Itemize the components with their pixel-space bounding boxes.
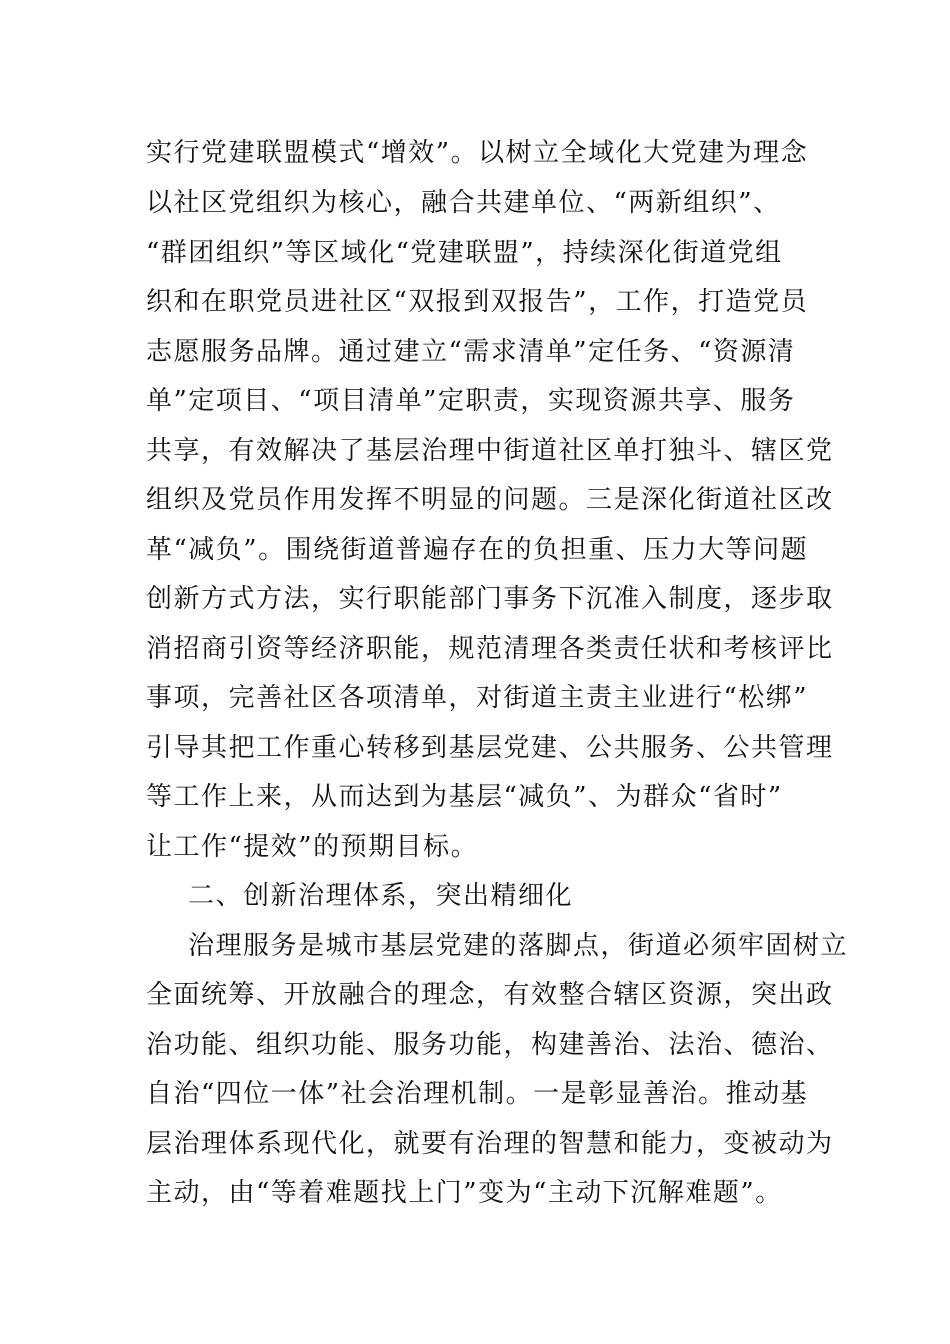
text-line: 自治“四位一体”社会治理机制。一是彰显善治。推动基: [146, 1079, 809, 1109]
text-line: “群团组织”等区域化“党建联盟”，持续深化街道党组: [146, 238, 783, 268]
text-line: 组织及党员作用发挥不明显的问题。三是深化街道社区改: [146, 485, 834, 515]
text-line: 层治理体系现代化，就要有治理的智慧和能力，变被动为: [146, 1129, 834, 1159]
text-line: 让工作“提效”的预期目标。: [146, 832, 479, 862]
text-line: 全面统筹、开放融合的理念，有效整合辖区资源，突出政: [146, 980, 834, 1010]
text-line: 消招商引资等经济职能，规范清理各类责任状和考核评比: [146, 634, 834, 664]
text-line: 革“减负”。围绕街道普遍存在的负担重、压力大等问题: [146, 535, 809, 565]
text-line: 织和在职党员进社区“双报到双报告”，工作，打造党员: [146, 287, 809, 317]
section-heading: 二、创新治理体系，突出精细化: [188, 881, 574, 911]
text-line: 共享，有效解决了基层治理中街道社区单打独斗、辖区党: [146, 436, 834, 466]
text-line: 实行党建联盟模式“增效”。以树立全域化大党建为理念: [146, 138, 809, 168]
text-line: 引导其把工作重心转移到基层党建、公共服务、公共管理: [146, 733, 834, 763]
text-line: 事项，完善社区各项清单，对街道主责主业进行“松绑”: [146, 683, 809, 713]
text-line: 单”定项目、“项目清单”定职责，实现资源共享、服务: [146, 386, 796, 416]
text-line: 治理服务是城市基层党建的落脚点，街道必须牢固树立: [188, 931, 849, 961]
text-line: 等工作上来，从而达到为基层“减负”、为群众“省时”: [146, 782, 783, 812]
text-line: 主动，由“等着难题找上门”变为“主动下沉解难题”。: [146, 1178, 783, 1208]
text-line: 以社区党组织为核心，融合共建单位、“两新组织”、: [146, 188, 781, 218]
text-line: 创新方式方法，实行职能部门事务下沉准入制度，逐步取: [146, 584, 834, 614]
text-line: 志愿服务品牌。通过建立“需求清单”定任务、“资源清: [146, 337, 796, 367]
text-line: 治功能、组织功能、服务功能，构建善治、法治、德治、: [146, 1030, 834, 1060]
